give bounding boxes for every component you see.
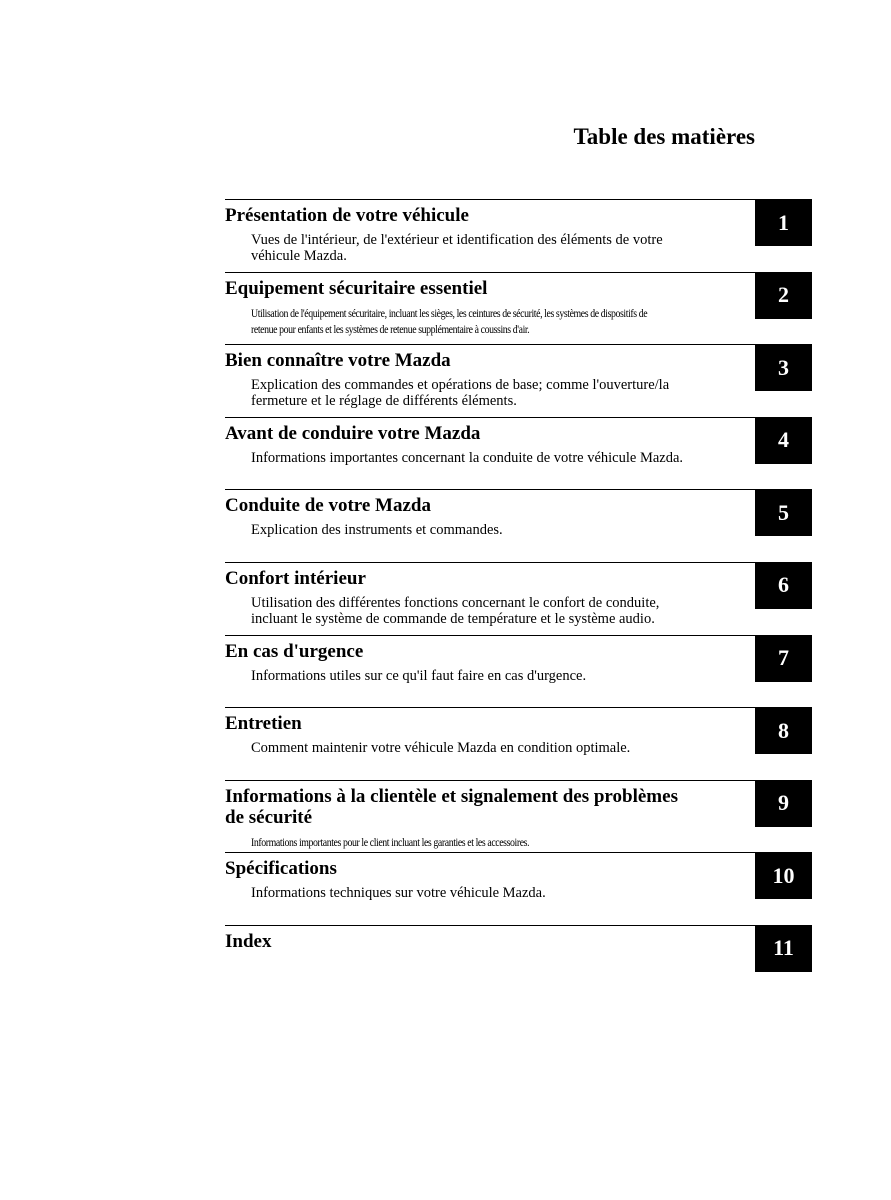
chapter-tab-2[interactable]: 2	[755, 272, 812, 319]
toc-entry-1[interactable]	[225, 199, 812, 272]
chapter-tab-3[interactable]: 3	[755, 344, 812, 391]
entry-description	[251, 522, 731, 538]
description-line: véhicule Mazda.	[251, 248, 347, 264]
entry-title[interactable]: Spécifications	[225, 858, 337, 880]
description-line: Utilisation des différentes fonctions concernant le confort de conduite,	[251, 594, 660, 611]
chapter-tab-9[interactable]: 9	[755, 780, 812, 827]
entry-description	[251, 834, 735, 850]
entry-title[interactable]: Entretien	[225, 713, 302, 735]
entry-description	[251, 668, 731, 684]
chapter-tab-7[interactable]: 7	[755, 635, 812, 682]
entry-description	[251, 595, 731, 627]
toc-entry-4[interactable]	[225, 417, 812, 490]
description-line: incluant le système de commande de température et le système audio.	[251, 610, 655, 627]
entry-title[interactable]: Index	[225, 930, 272, 952]
entry-description	[251, 305, 735, 337]
description-line: Vues de l'intérieur, de l'extérieur et identification des éléments de votre	[251, 232, 663, 248]
entry-description	[251, 450, 731, 466]
toc-entry-11[interactable]	[225, 925, 812, 998]
toc-entry-9[interactable]	[225, 780, 812, 853]
toc-entry-7[interactable]	[225, 635, 812, 708]
description-line: fermeture et le réglage de différents éléments.	[251, 393, 517, 410]
toc-entry-8[interactable]	[225, 707, 812, 780]
description-line: Informations importantes concernant la conduite de votre véhicule Mazda.	[251, 449, 684, 466]
entry-title[interactable]: Présentation de votre véhicule	[225, 205, 469, 226]
chapter-tab-10[interactable]: 10	[755, 852, 812, 899]
page-title: Table des matières	[573, 124, 755, 149]
table-of-contents	[225, 199, 812, 998]
title-line: Informations à la clientèle et signalement des problèmes	[225, 785, 678, 807]
toc-entry-6[interactable]	[225, 562, 812, 635]
chapter-tab-5[interactable]: 5	[755, 489, 812, 536]
chapter-tab-8[interactable]: 8	[755, 707, 812, 754]
entry-description	[251, 885, 731, 901]
entry-title[interactable]: En cas d'urgence	[225, 640, 364, 662]
chapter-tab-6[interactable]: 6	[755, 562, 812, 609]
description-line: Explication des instruments et commandes.	[251, 522, 503, 539]
entry-title[interactable]: Equipement sécuritaire essentiel	[225, 277, 488, 299]
toc-entry-3[interactable]	[225, 344, 812, 417]
description-line: Informations utiles sur ce qu'il faut faire en cas d'urgence.	[251, 667, 587, 684]
entry-description	[251, 377, 731, 409]
entry-title[interactable]	[225, 786, 735, 828]
chapter-tab-1[interactable]: 1	[755, 199, 812, 246]
entry-title[interactable]: Confort intérieur	[225, 567, 366, 589]
toc-entry-5[interactable]	[225, 489, 812, 562]
chapter-tab-11[interactable]: 11	[755, 925, 812, 972]
description-line: Utilisation de l'équipement sécuritaire, incluant les sièges, les ceintures de sécurité, les systèmes de dispositifs de	[251, 305, 648, 320]
entry-title[interactable]: Bien connaître votre Mazda	[225, 350, 451, 372]
description-line: retenue pour enfants et les systèmes de retenue supplémentaire à coussins d'air.	[251, 321, 530, 336]
description-line: Informations importantes pour le client incluant les garanties et les accessoires.	[251, 834, 530, 849]
description-line: Informations techniques sur votre véhicule Mazda.	[251, 885, 546, 902]
toc-entry-10[interactable]	[225, 852, 812, 925]
entry-title[interactable]: Conduite de votre Mazda	[225, 495, 431, 517]
chapter-tab-4[interactable]: 4	[755, 417, 812, 464]
entry-description	[251, 232, 731, 264]
entry-description	[251, 740, 731, 756]
entry-title[interactable]: Avant de conduire votre Mazda	[225, 422, 481, 444]
description-line: Comment maintenir votre véhicule Mazda en condition optimale.	[251, 740, 631, 757]
title-line: de sécurité	[225, 806, 313, 828]
toc-entry-2[interactable]	[225, 272, 812, 345]
description-line: Explication des commandes et opérations de base; comme l'ouverture/la	[251, 377, 670, 394]
